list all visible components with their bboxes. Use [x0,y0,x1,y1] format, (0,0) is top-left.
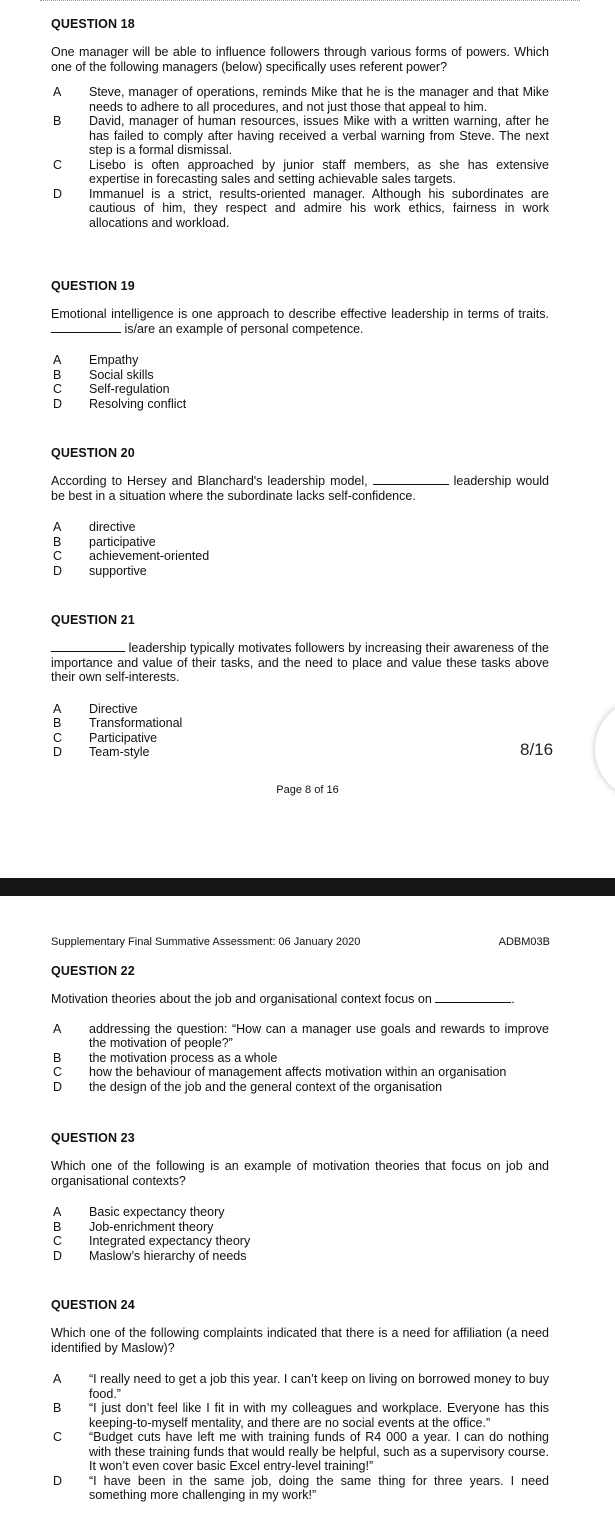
question-stem: One manager will be able to influence followers through various forms of powers. Which one of the following managers (below) specifically uses referent power? [51,45,549,74]
option-a: A Basic expectancy theory [53,1205,225,1219]
question-20 [51,446,549,578]
answer-blank [51,322,121,333]
page-number: Page 8 of 16 [276,784,339,796]
option-b: B Social skills [53,367,154,382]
option-a: A addressing the question: “How can a manager use goals and rewards to improve the motivation of people?” [53,1021,549,1050]
answer-blank [373,474,449,485]
question-heading: QUESTION 20 [51,446,135,460]
question-stem: leadership typically motivates followers by increasing their awareness of the importance and value of their tasks, and the need to place and value these tasks above their own self-interests. [51,641,549,684]
question-heading: QUESTION 24 [51,1298,135,1312]
page-divider [0,878,615,896]
question-heading: QUESTION 19 [51,279,135,293]
question-21 [51,613,549,760]
option-a: A Directive [53,701,138,716]
question-18 [51,17,549,230]
option-c: C Self-regulation [53,382,170,396]
option-a: A directive [53,520,136,534]
option-d: D Maslow’s hierarchy of needs [53,1248,247,1263]
question-stem: According to Hersey and Blanchard's leadership model, leadership would be best in a situation where the subordinate lacks self-confidence. [51,474,550,503]
option-d: D Immanuel is a strict, results-oriented manager. Although his subordinates are cautious of him, they respect and admire his work ethics, fairness in work allocations and workload. [53,186,549,230]
option-a: A Empathy [53,353,139,367]
question-22 [51,964,549,1094]
answer-blank [435,992,511,1003]
question-heading: QUESTION 21 [51,613,135,627]
option-b: B participative [53,534,156,549]
question-19 [51,279,549,411]
question-24 [51,1298,549,1503]
option-d: D “I have been in the same job, doing the same thing for three years. I need something more challenging in my work!” [53,1473,549,1502]
question-stem: Which one of the following complaints indicated that there is a need for affiliation (a need identified by Maslow)? [51,1326,549,1355]
question-stem: Emotional intelligence is one approach to describe effective leadership in terms of traits. is/are an example of personal competence. [51,307,549,336]
question-stem: Motivation theories about the job and organisational context focus on . [51,992,515,1006]
page-header-code: ADBM03B [498,936,550,948]
option-d: D the design of the job and the general context of the organisation [53,1079,443,1094]
page-header-title: Supplementary Final Summative Assessment: 06 January 2020 [51,936,361,948]
option-c: C “Budget cuts have left me with training funds of R4 000 a year. I can do nothing with these training funds that would really be helpful, such as a supervisory course. It won’t even cover basic Excel entry-level training!” [53,1430,549,1473]
question-heading: QUESTION 18 [51,17,135,31]
option-d: D Team-style [53,745,150,759]
question-stem: Which one of the following is an example of motivation theories that focus on job and organisational contexts? [51,1159,549,1188]
option-c: C Lisebo is often approached by junior staff members, as she has extensive expertise in forecasting sales and setting achievable sales targets. [53,157,549,186]
option-a: A “I really need to get a job this year. I can’t keep on living on borrowed money to buy food.” [53,1372,549,1401]
option-b: B the motivation process as a whole [53,1050,278,1065]
question-heading: QUESTION 23 [51,1131,135,1145]
page-counter-badge: 8/16 [520,740,554,759]
top-dotted-rule [40,0,580,2]
option-c: C Participative [53,730,158,745]
option-c: C Integrated expectancy theory [53,1234,251,1248]
option-c: C how the behaviour of management affects motivation within an organisation [53,1065,507,1079]
option-b: B Transformational [53,716,183,730]
answer-blank [51,641,125,652]
option-a: A Steve, manager of operations, reminds Mike that he is the manager and that Mike needs to adhere to all procedures, and not just those that appeal to him. [53,85,549,114]
option-b: B “I just don’t feel like I fit in with my colleagues and workplace. Everyone has this keeping-to-myself mentality, and there are no social events at the office.” [53,1401,549,1430]
option-c: C achievement-oriented [53,549,210,563]
document-page-9 [0,896,615,1528]
question-23 [51,1131,549,1263]
option-b: B David, manager of human resources, issues Mike with a written warning, after he has failed to comply after having received a verbal warning from Steve. The next step is a formal dismissal. [53,114,549,157]
option-b: B Job-enrichment theory [53,1219,214,1234]
question-heading: QUESTION 22 [51,964,135,978]
option-d: D supportive [53,563,147,578]
option-d: D Resolving conflict [53,396,187,411]
